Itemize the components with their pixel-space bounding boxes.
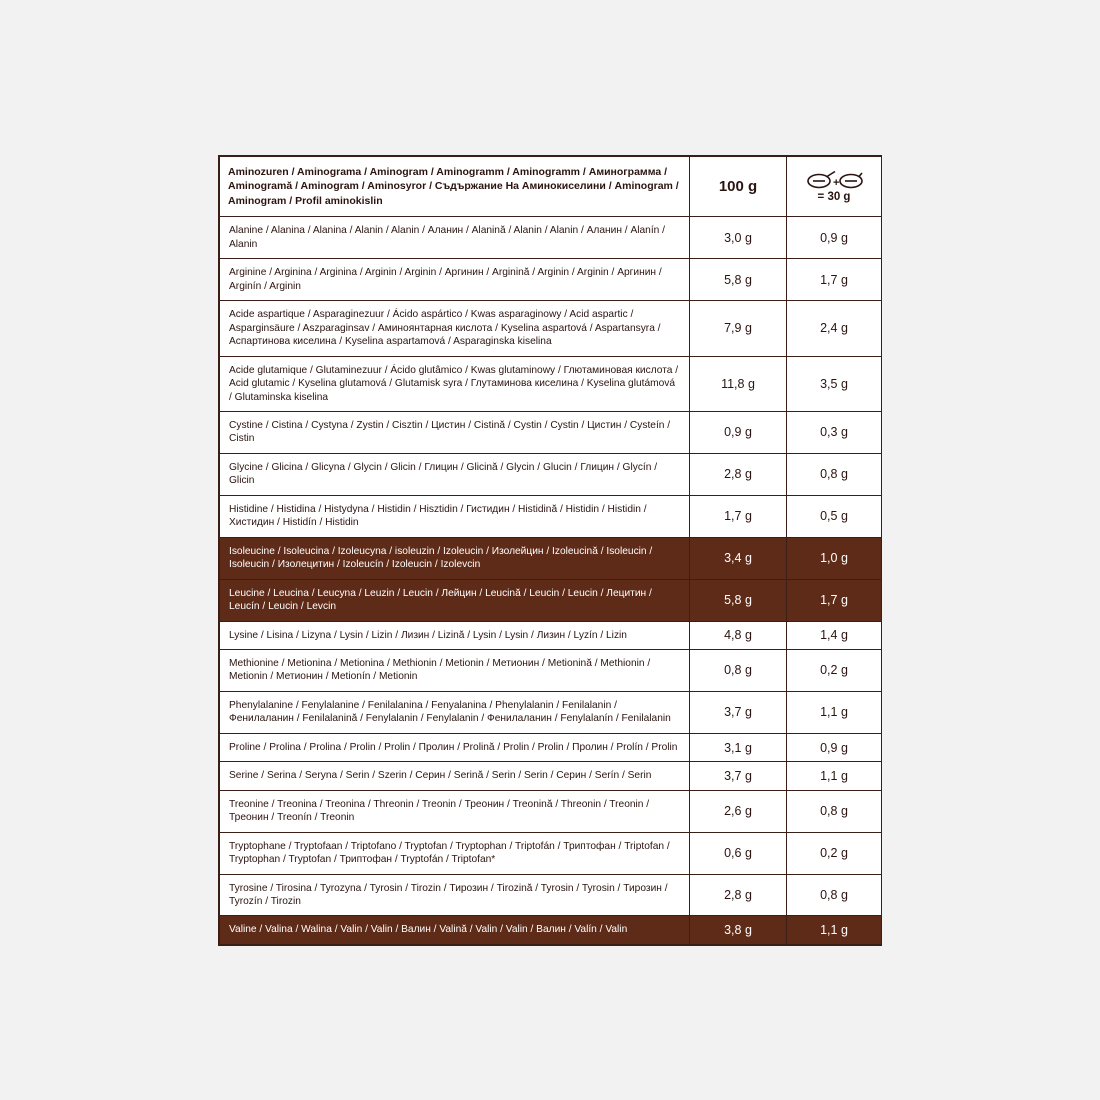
value-per-serving: 1,1 g xyxy=(787,691,882,733)
value-per-100g: 3,1 g xyxy=(690,733,787,761)
amino-acid-name: Isoleucine / Isoleucina / Izoleucyna / isoleuzin / Izoleucin / Изолейцин / Izoleucină / Isoleucin / Isoleucin / Изолецитин / Izoleucín / Izoleucin / Izolevcin xyxy=(220,537,690,579)
header-aminogram-label: Aminozuren / Aminograma / Aminogram / Aminogramm / Aminogramm / Аминограмма / Aminogramă / Aminogram / Aminosyror / Съдържание На Аминокиселини / Aminogram / Aminogram / Profil aminokislin xyxy=(220,157,690,217)
header-row xyxy=(220,157,882,217)
value-per-serving: 0,8 g xyxy=(787,874,882,916)
value-per-serving: 0,3 g xyxy=(787,411,882,453)
value-per-100g: 2,6 g xyxy=(690,790,787,832)
value-per-100g: 0,9 g xyxy=(690,411,787,453)
value-per-100g: 3,4 g xyxy=(690,537,787,579)
table-header xyxy=(220,157,882,217)
amino-acid-name: Leucine / Leucina / Leucyna / Leuzin / Leucin / Лейцин / Leucină / Leucin / Leucin / Лецитин / Leucín / Leucin / Levcin xyxy=(220,579,690,621)
value-per-100g: 0,8 g xyxy=(690,649,787,691)
table-row xyxy=(220,217,882,259)
table-row xyxy=(220,453,882,495)
value-per-serving: 1,7 g xyxy=(787,579,882,621)
value-per-100g: 3,8 g xyxy=(690,916,787,944)
table-row xyxy=(220,356,882,411)
amino-acid-name: Methionine / Metionina / Metionina / Methionin / Metionin / Метионин / Metionină / Methionin / Metionin / Метионин / Metionín / Metionin xyxy=(220,649,690,691)
table-row xyxy=(220,733,882,761)
value-per-100g: 2,8 g xyxy=(690,453,787,495)
amino-acid-name: Lysine / Lisina / Lizyna / Lysin / Lizin / Лизин / Lizină / Lysin / Lysin / Лизин / Lyzín / Lizin xyxy=(220,621,690,649)
amino-acid-name: Tyrosine / Tirosina / Tyrozyna / Tyrosin / Tirozin / Тирозин / Tirozină / Tyrosin / Tyrosin / Тирозин / Tyrozín / Tirozin xyxy=(220,874,690,916)
amino-acid-name: Acide aspartique / Asparaginezuur / Ácido aspártico / Kwas asparaginowy / Acid aspartic / Asparginsäure / Aszparaginsav / Аминоянтарная кислота / Kyselina aspartová / Aspartansyra / Аспартинова киселина / Kyselina aspartamová / Asparaginska kiselina xyxy=(220,301,690,356)
amino-acid-name: Acide glutamique / Glutaminezuur / Ácido glutâmico / Kwas glutaminowy / Глютаминовая кислота / Acid glutamic / Kyselina glutamová / Glutamisk syra / Глутаминова киселина / Kyselina glutámová / Glutaminska kiselina xyxy=(220,356,690,411)
value-per-serving: 0,9 g xyxy=(787,217,882,259)
table-row xyxy=(220,874,882,916)
value-per-serving: 0,2 g xyxy=(787,649,882,691)
amino-acid-name: Phenylalanine / Fenylalanine / Fenilalanina / Fenyalanina / Phenylalanin / Fenilalanin / Фенилаланин / Fenilalanină / Fenylalanin / Fenylalanin / Фенилаланин / Fenylalanín / Fenilalanin xyxy=(220,691,690,733)
value-per-100g: 1,7 g xyxy=(690,495,787,537)
value-per-serving: 1,1 g xyxy=(787,916,882,944)
value-per-serving: 2,4 g xyxy=(787,301,882,356)
table-row xyxy=(220,537,882,579)
value-per-serving: 0,8 g xyxy=(787,453,882,495)
header-per-serving xyxy=(787,157,882,217)
scoop-icon xyxy=(805,169,863,189)
table-row xyxy=(220,691,882,733)
value-per-100g: 11,8 g xyxy=(690,356,787,411)
amino-acid-name: Tryptophane / Tryptofaan / Triptofano / Tryptofan / Tryptophan / Triptofán / Триптофан / Triptofan / Tryptophan / Tryptofan / Триптофан / Tryptofán / Triptofan* xyxy=(220,832,690,874)
table-row xyxy=(220,649,882,691)
value-per-100g: 4,8 g xyxy=(690,621,787,649)
value-per-serving: 3,5 g xyxy=(787,356,882,411)
table-row xyxy=(220,301,882,356)
table-row xyxy=(220,916,882,944)
table-row xyxy=(220,790,882,832)
value-per-100g: 3,0 g xyxy=(690,217,787,259)
value-per-serving: 0,8 g xyxy=(787,790,882,832)
value-per-100g: 7,9 g xyxy=(690,301,787,356)
value-per-serving: 1,1 g xyxy=(787,762,882,790)
amino-acid-name: Valine / Valina / Walina / Valin / Valin / Валин / Valină / Valin / Valin / Валин / Valín / Valin xyxy=(220,916,690,944)
amino-acid-name: Alanine / Alanina / Alanina / Alanin / Alanin / Аланин / Alanină / Alanin / Alanin / Аланин / Alanín / Alanin xyxy=(220,217,690,259)
amino-acid-name: Glycine / Glicina / Glicyna / Glycin / Glicin / Глицин / Glicină / Glycin / Glucin / Глицин / Glycín / Glicin xyxy=(220,453,690,495)
amino-acid-name: Histidine / Histidina / Histydyna / Histidin / Hisztidin / Гистидин / Histidină / Histidin / Histidin / Хистидин / Histidín / Histidin xyxy=(220,495,690,537)
value-per-100g: 3,7 g xyxy=(690,691,787,733)
serving-size-label: = 30 g xyxy=(817,190,851,203)
amino-acid-name: Treonine / Treonina / Treonina / Threonin / Treonin / Треонин / Treonină / Threonin / Treonin / Треонин / Treonín / Treonin xyxy=(220,790,690,832)
table-row xyxy=(220,579,882,621)
header-per-100g: 100 g xyxy=(690,157,787,217)
table-row xyxy=(220,762,882,790)
svg-text:+: + xyxy=(833,176,840,189)
amino-acid-name: Serine / Serina / Seryna / Serin / Szerin / Серин / Serină / Serin / Serin / Серин / Serín / Serin xyxy=(220,762,690,790)
value-per-100g: 3,7 g xyxy=(690,762,787,790)
table-row xyxy=(220,621,882,649)
value-per-100g: 2,8 g xyxy=(690,874,787,916)
amino-acid-name: Cystine / Cistina / Cystyna / Zystin / Cisztin / Цистин / Cistină / Cystin / Cystin / Цистин / Cysteín / Cistin xyxy=(220,411,690,453)
table-row xyxy=(220,495,882,537)
value-per-100g: 0,6 g xyxy=(690,832,787,874)
amino-acid-name: Proline / Prolina / Prolina / Prolin / Prolin / Пролин / Prolină / Prolin / Prolin / Пролин / Prolín / Prolin xyxy=(220,733,690,761)
value-per-serving: 1,7 g xyxy=(787,259,882,301)
table-row xyxy=(220,411,882,453)
table-row xyxy=(220,832,882,874)
value-per-100g: 5,8 g xyxy=(690,259,787,301)
value-per-serving: 0,2 g xyxy=(787,832,882,874)
table-body xyxy=(220,217,882,944)
value-per-serving: 0,9 g xyxy=(787,733,882,761)
amino-acid-name: Arginine / Arginina / Arginina / Arginin / Arginin / Аргинин / Arginină / Arginin / Arginin / Аргинин / Arginín / Arginin xyxy=(220,259,690,301)
amino-acid-table xyxy=(218,155,882,946)
table-row xyxy=(220,259,882,301)
value-per-100g: 5,8 g xyxy=(690,579,787,621)
amino-table xyxy=(219,156,882,945)
value-per-serving: 0,5 g xyxy=(787,495,882,537)
value-per-serving: 1,4 g xyxy=(787,621,882,649)
value-per-serving: 1,0 g xyxy=(787,537,882,579)
